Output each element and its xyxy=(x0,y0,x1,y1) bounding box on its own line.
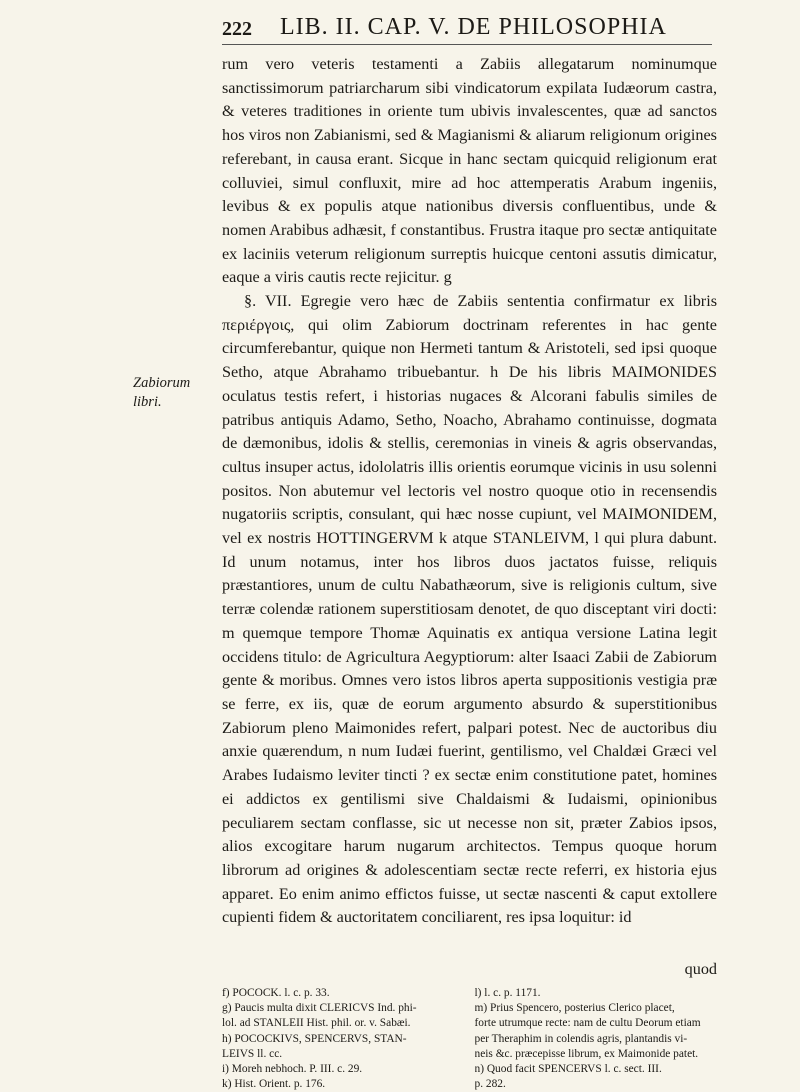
footnote-line: f) POCOCK. l. c. p. 33. xyxy=(222,987,330,999)
footnote-line: k) Hist. Orient. p. 176. xyxy=(222,1078,326,1091)
page-header xyxy=(222,14,712,44)
footnote-line: l) l. c. p. 1171. xyxy=(474,987,541,999)
footnote-line: p. 282. xyxy=(474,1078,506,1091)
footnote-line: LEIVS ll. cc. xyxy=(222,1047,283,1060)
footnotes-right xyxy=(475,986,718,1092)
footnote-line: i) Moreh nebhoch. P. III. c. 29. xyxy=(222,1063,363,1076)
footnote-line: forte utrumque recte: nam de cultu Deorum etiam xyxy=(474,1017,701,1030)
footnote-line: neis &c. præcepisse librum, ex Maimonide patet. xyxy=(474,1047,699,1060)
running-title: LIB. II. CAP. V. DE PHILOSOPHIA xyxy=(280,14,667,40)
paragraph-1: rum vero veteris testamenti a Zabiis allegatarum nominumque sanctissimorum patriarcharum sibi vindicatorum expilata Iudæorum castra, & veteres traditiones in oriente tum ubivis invalescentes, quæ ad sanctos hos viros non Zabianismi, sed & Magianismi & aliarum religionum origines referebant, in causa erant. Sicque in hanc sectam quicquid religionum erat colluviei, simul confluxit, mire ad hoc attemperatis Arabum ingeniis, levibus & ex populis atque nationibus diversis confluentibus, unde & nomen Arabibus adhæsit, f constantibus. Frustra itaque pro sectæ antiquitate ex laciniis veterum religionum surreptis huicque centoni assutis dimicatur, eaque a viris cautis recte rejicitur. g xyxy=(222,55,717,287)
footnotes xyxy=(222,986,717,1092)
footnotes-left xyxy=(222,986,465,1092)
header-rule xyxy=(222,44,712,45)
body-text xyxy=(222,53,717,930)
footnote-line: m) Prius Spencero, posterius Clerico placet, xyxy=(474,1002,675,1015)
footnote-line: lol. ad STANLEII Hist. phil. or. v. Sabæi. xyxy=(222,1017,411,1030)
page-number: 222 xyxy=(222,18,252,40)
catchword: quod xyxy=(684,960,717,978)
margin-note: Zabiorum libri. xyxy=(133,375,191,410)
paragraph-2: §. VII. Egregie vero hæc de Zabiis sententia confirmatur ex libris περιέργοις, qui olim Zabiorum doctrinam referentes in hac gente circumferebantur, quique non Hermeti tantum & Aristoteli, sed ipsi quoque Setho, atque Abrahamo tribuebantur. h De his libris MAIMONIDES oculatus testis refert, i historias nugaces & Alcorani fabulis similes de patribus antiquis Adamo, Setho, Noacho, Abrahamo continuisse, dogmata de dæmonibus, idolis & stellis, ceremonias in vineis & agris observandas, cultus insuper actus, idololatris illis orientis eorumque vicinis in usu solenni positos. Non abutemur vel lectoris vel nostro quoque otio in recensendis nugatoriis scriptis, consulant, qui hæc nosse cupiunt, vel MAIMONIDEM, vel ex nostris HOTTINGERVM k atque STANLEIVM, l qui plura dabunt. Id unum notamus, inter hos libros duos jactatos fuisse, reliquis præstantiores, unum de cultu Nabathæorum, sive is religionis cultum, sive terræ colendæ rationem superstitiosam denotet, de quo disceptant viri docti: m quemque tempore Thomæ Aquinatis ex antiqua versione Latina legit occidens titulo: de Agricultura Aegyptiorum: alter Isaaci Zabii de Zabiorum gente & moribus. Omnes vero istos libros aperta suppositionis vestigia præ se ferre, ex iis, quæ de eorum argumento absurdo & superstitionibus Zabiorum pleno Maimonides refert, palpari potest. Nec de auctoribus diu anxie quærendum, n num Iudæi fuerint, gentilismo, vel Chaldæi Græci vel Arabes Iudaismo leviter tincti ? ex sectæ enim constitutione patet, homines ei addictos ex gentilismi sive Chaldaismi & Iudaismi, opinionibus peculiarem sectam conflasse, sic ut necesse non sit, præter Zabios ipsos, alios excogitare harum nugarum architectos. Tempus quoque horum librorum ad origines & adolescentiam sectæ recte referri, ex historia ejus apparet. Eo enim animo effictos fuisse, ut sectæ nascenti & caput extollere cupienti fidem & auctoritatem conciliarent, res ipsa loquitur: id xyxy=(222,292,717,927)
footnote-line: n) Quod facit SPENCERVS l. c. sect. III. xyxy=(474,1063,662,1076)
footnote-line: g) Paucis multa dixit CLERICVS Ind. phi- xyxy=(222,1002,417,1015)
footnote-line: h) POCOCKIVS, SPENCERVS, STAN- xyxy=(222,1032,407,1045)
footnote-line: per Theraphim in colendis agris, plantandis vi- xyxy=(474,1032,688,1045)
